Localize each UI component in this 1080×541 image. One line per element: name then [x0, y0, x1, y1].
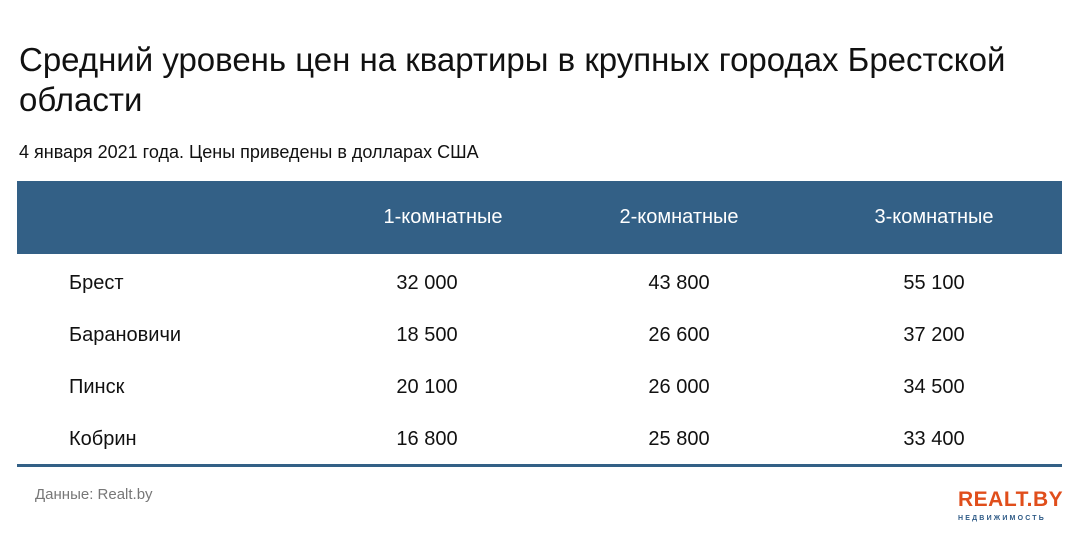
table-row: [17, 413, 1062, 465]
column-header-1-room: 1-комнатные: [383, 206, 503, 228]
data-source-note: Данные: Realt.by: [35, 486, 153, 503]
city-name: Кобрин: [69, 428, 137, 450]
price-3-room: 37 200: [903, 324, 965, 346]
table-header: [17, 181, 1062, 254]
city-name: Пинск: [69, 376, 125, 398]
price-1-room: 20 100: [396, 376, 458, 398]
column-header-3-room: 3-комнатные: [874, 206, 994, 228]
price-3-room: 34 500: [903, 376, 965, 398]
logo-wordmark: REALT.BY: [958, 488, 1064, 511]
table-row: [17, 257, 1062, 309]
price-2-room: 26 600: [648, 324, 710, 346]
table-row: [17, 361, 1062, 413]
table-bottom-rule: [17, 464, 1062, 467]
price-3-room: 33 400: [903, 428, 965, 450]
price-1-room: 32 000: [396, 272, 458, 294]
price-2-room: 43 800: [648, 272, 710, 294]
city-name: Барановичи: [69, 324, 182, 346]
column-header-2-room: 2-комнатные: [619, 206, 739, 228]
chart-title: Средний уровень цен на квартиры в крупных городах Брестской области: [19, 41, 1006, 118]
table-row: [17, 309, 1062, 361]
price-3-room: 55 100: [903, 272, 965, 294]
chart-subtitle: 4 января 2021 года. Цены приведены в долларах США: [19, 142, 479, 162]
price-2-room: 26 000: [648, 376, 710, 398]
price-2-room: 25 800: [648, 428, 710, 450]
city-name: Брест: [69, 272, 124, 294]
price-table: [17, 181, 1062, 465]
price-1-room: 18 500: [396, 324, 458, 346]
price-1-room: 16 800: [396, 428, 458, 450]
logo-tagline: НЕДВИЖИМОСТЬ: [958, 515, 1047, 522]
realt-logo: [958, 488, 1068, 532]
table-body: [17, 254, 1062, 465]
